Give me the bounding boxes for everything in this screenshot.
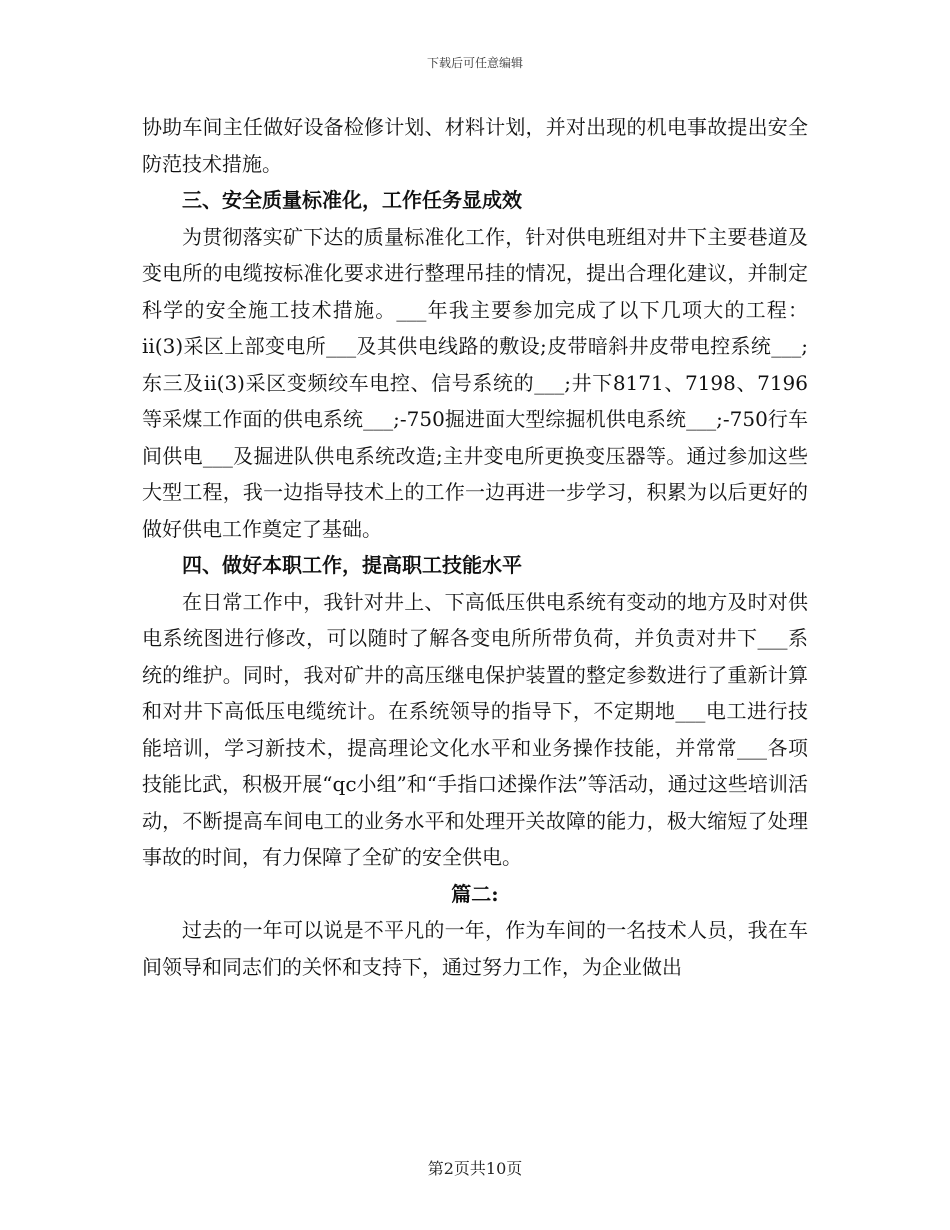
part-two-title: 篇二: xyxy=(451,881,499,906)
document-body xyxy=(142,109,808,985)
section-heading-4: 四、做好本职工作，提高职工技能水平 xyxy=(182,553,522,577)
page-number: 第2页共10页 xyxy=(427,1159,523,1178)
paragraph-daily-work: 在日常工作中，我针对井上、下高低压供电系统有变动的地方及时对供电系统图进行修改，可以随时了解各变电所所带负荷，并负责对井下___系统的维护。同时，我对矿井的高压继电保护装置的整定参数进行了重新计算和对井下高低压电缆统计。在系统领导的指导下，不定期地___电工进行技能培训，学习新技术，提高理论文化水平和业务操作技能，并常常___各项技能比武，积极开展“qc小组”和“手指口述操作法”等活动，通过这些培训活动，不断提高车间电工的业务水平和处理开关故障的能力，极大缩短了处理事故的时间，有力保障了全矿的安全供电。 xyxy=(142,589,808,869)
paragraph-quality-standardization: 为贯彻落实矿下达的质量标准化工作，针对供电班组对井下主要巷道及变电所的电缆按标准化要求进行整理吊挂的情况，提出合理化建议，并制定科学的安全施工技术措施。___年我主要参加完成了以下几项大的工程：ii(3)采区上部变电所___及其供电线路的敷设;皮带暗斜井皮带电控系统___;东三及ii(3)采区变频绞车电控、信号系统的___;井下8171、7198、7196等采煤工作面的供电系统___;-750掘进面大型综掘机供电系统___;-750行车间供电___及掘进队供电系统改造;主井变电所更换变压器等。通过参加这些大型工程，我一边指导技术上的工作一边再进一步学习，积累为以后更好的做好供电工作奠定了基础。 xyxy=(142,224,808,541)
header-note: 下载后可任意编辑 xyxy=(426,56,523,70)
paragraph-continuation: 协助车间主任做好设备检修计划、材料计划，并对出现的机电事故提出安全防范技术措施。 xyxy=(142,115,808,176)
section-heading-3: 三、安全质量标准化，工作任务显成效 xyxy=(182,188,522,212)
paragraph-part-two-intro: 过去的一年可以说是不平凡的一年，作为车间的一名技术人员，我在车间领导和同志们的关怀和支持下，通过努力工作，为企业做出 xyxy=(142,918,808,979)
